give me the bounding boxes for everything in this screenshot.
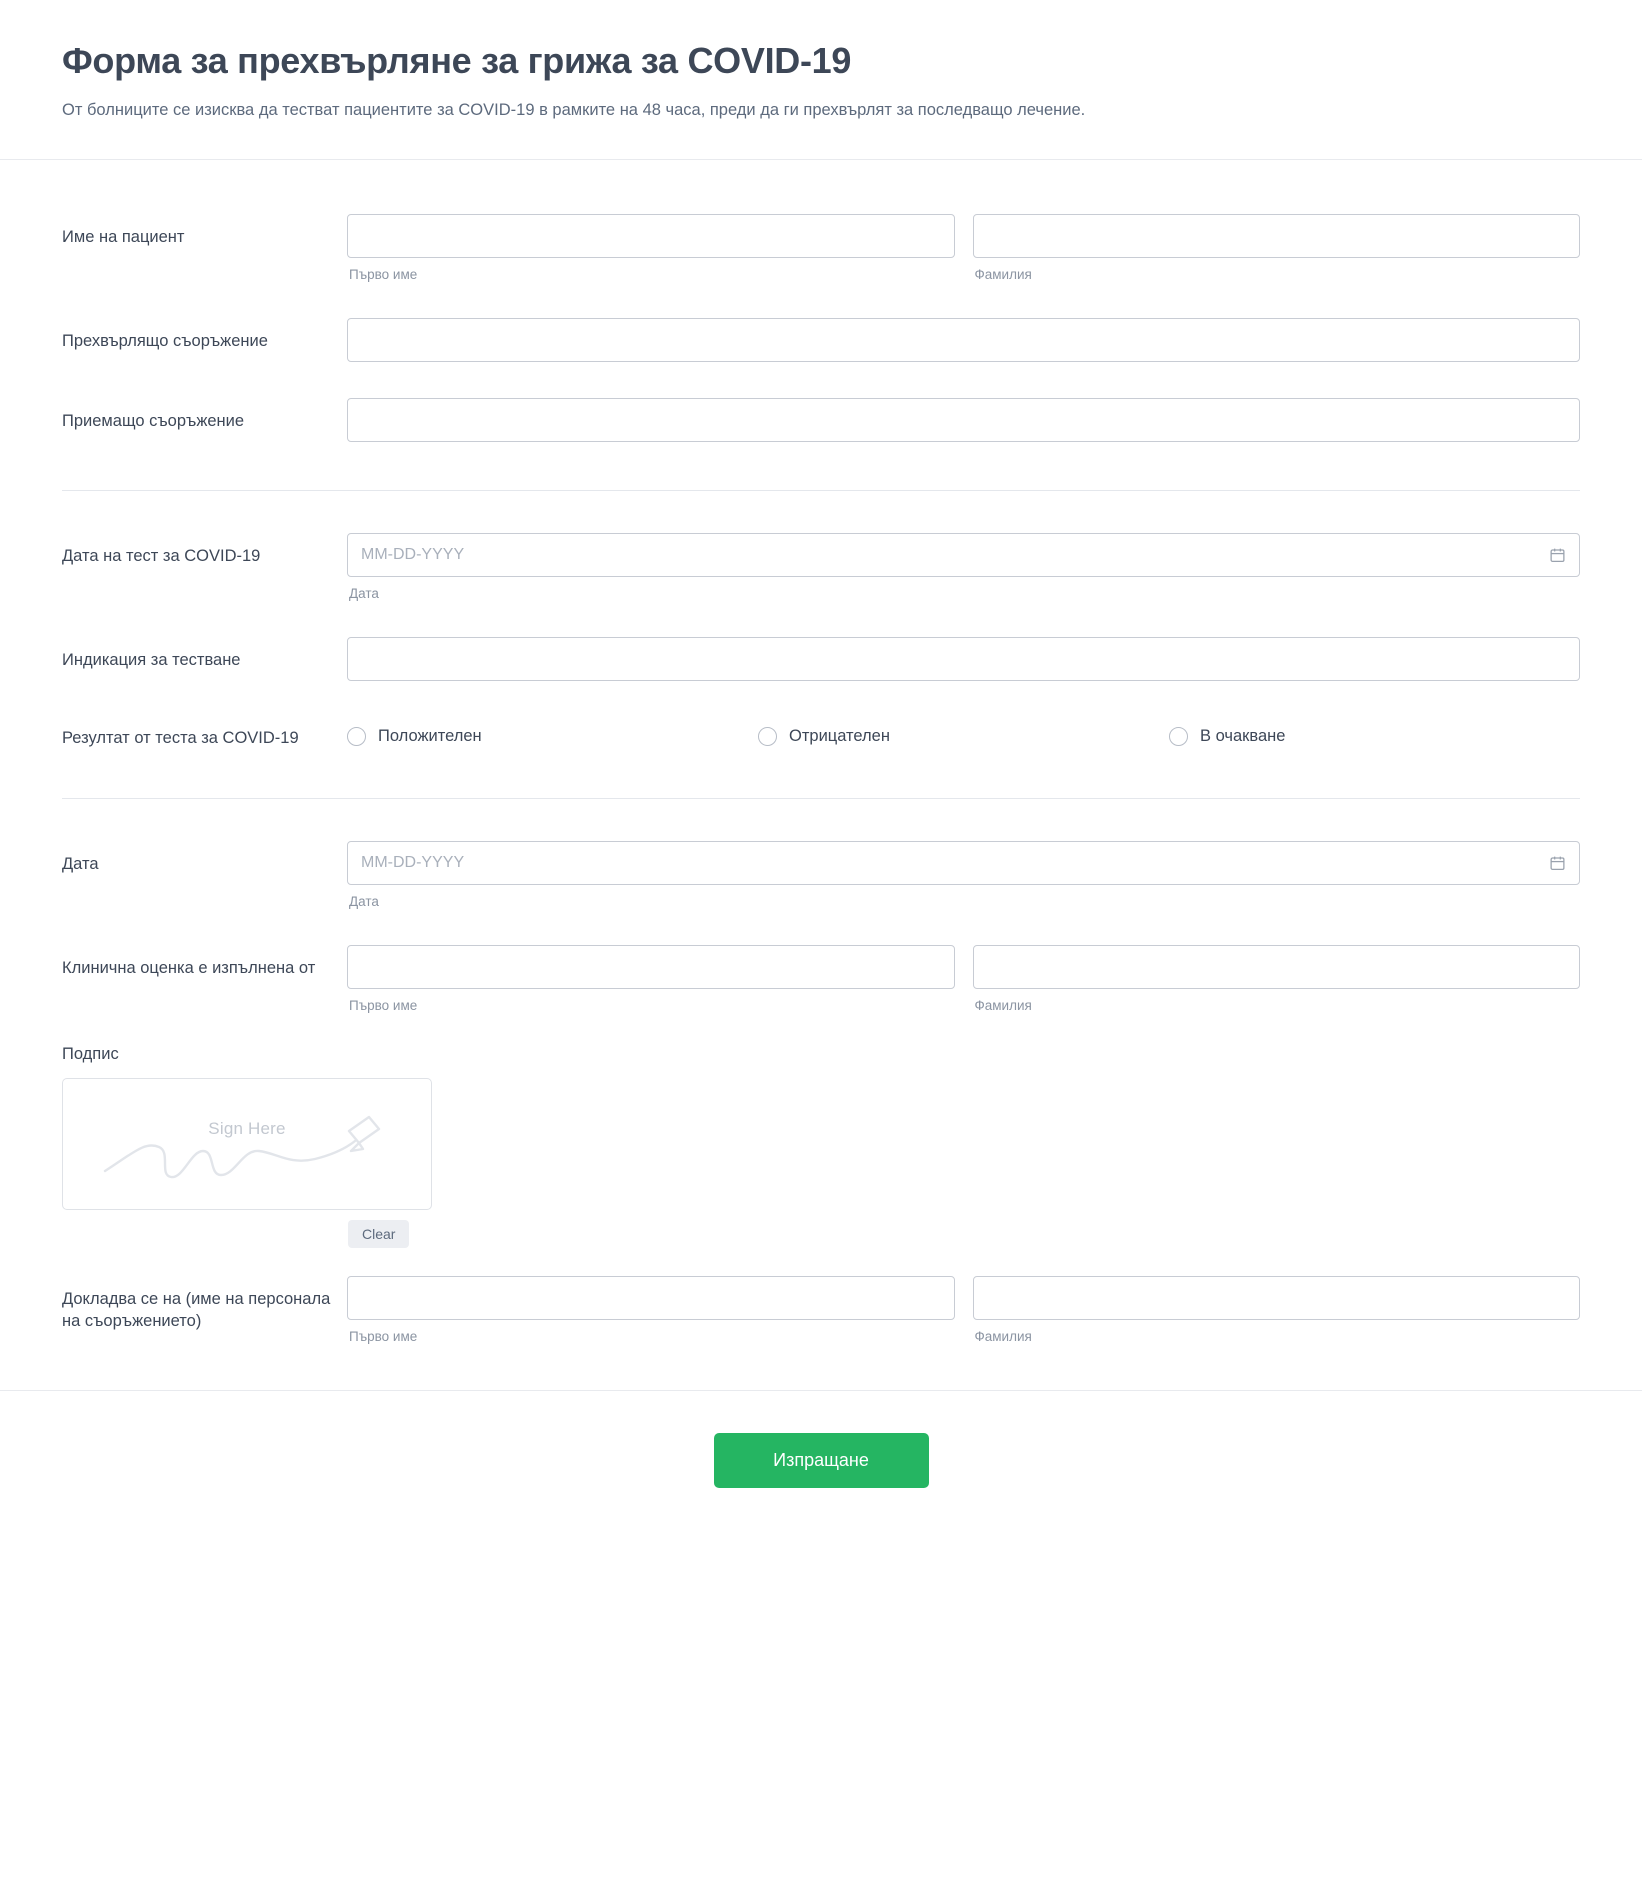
page-subtitle: От болниците се изисква да тестват пациентите за COVID-19 в рамките на 48 часа, преди да ги прехвърлят за последващо лечение.	[62, 101, 1086, 120]
date-col	[347, 841, 1580, 909]
section-divider-2	[62, 798, 1580, 799]
date-wrap	[347, 841, 1580, 885]
date-label: Дата	[62, 854, 99, 873]
report-to-last-name-sublabel: Фамилия	[974, 1328, 1032, 1344]
date-sublabel: Дата	[349, 893, 379, 909]
field-test-result	[62, 699, 1580, 767]
assessed-by-controls	[347, 945, 1580, 1013]
field-covid-test-date	[62, 515, 1580, 619]
patient-first-name-sublabel: Първо име	[349, 267, 418, 283]
covid-test-date-col	[347, 533, 1580, 601]
report-to-last-name-input[interactable]	[973, 1276, 1581, 1320]
radio-option-positive-label: Положителен	[378, 727, 482, 746]
transferring-facility-controls	[347, 318, 1580, 362]
receiving-facility-controls	[347, 398, 1580, 442]
report-to-controls	[347, 1276, 1580, 1344]
test-result-label: Резултат от теста за COVID-19	[62, 729, 299, 748]
patient-last-name-input[interactable]	[973, 214, 1581, 258]
covid-test-date-sublabel: Дата	[349, 586, 379, 602]
test-indication-controls	[347, 637, 1580, 681]
signature-label: Подпис	[62, 1044, 119, 1063]
section-divider-1	[62, 490, 1580, 491]
report-to-last-name-col	[973, 1276, 1581, 1344]
receiving-facility-label: Приемащо съоръжение	[62, 412, 245, 431]
field-report-to	[62, 1258, 1580, 1362]
covid-test-date-label: Дата на тест за COVID-19	[62, 547, 261, 566]
field-patient-name	[62, 196, 1580, 300]
field-receiving-facility	[62, 380, 1580, 460]
assessed-by-first-name-input[interactable]	[347, 945, 955, 989]
report-to-first-name-col	[347, 1276, 955, 1344]
field-test-indication	[62, 619, 1580, 699]
patient-name-controls	[347, 214, 1580, 282]
test-indication-col	[347, 637, 1580, 681]
signature-hint: Sign Here	[208, 1118, 286, 1138]
field-signature	[62, 1031, 1580, 1258]
assessed-by-first-name-col	[347, 945, 955, 1013]
date-controls	[347, 841, 1580, 909]
patient-first-name-input[interactable]	[347, 214, 955, 258]
field-transferring-facility	[62, 300, 1580, 380]
assessed-by-first-name-sublabel: Първо име	[349, 997, 418, 1013]
test-indication-label: Индикация за тестване	[62, 651, 241, 670]
radio-option-positive[interactable]	[347, 727, 758, 746]
field-assessed-by	[62, 927, 1580, 1031]
patient-name-label: Име на пациент	[62, 228, 185, 247]
signature-clear-button[interactable]: Clear	[348, 1220, 409, 1248]
report-to-label: Докладва се на (име на персонала на съоръжението)	[62, 1289, 331, 1330]
transferring-facility-col	[347, 318, 1580, 362]
covid-test-date-input[interactable]	[347, 533, 1580, 577]
report-to-first-name-input[interactable]	[347, 1276, 955, 1320]
form-footer	[0, 1390, 1642, 1548]
patient-last-name-col	[973, 214, 1581, 282]
date-input[interactable]	[347, 841, 1580, 885]
radio-option-negative[interactable]	[758, 727, 1169, 746]
submit-button[interactable]: Изпращане	[714, 1433, 929, 1488]
radio-circle-icon[interactable]	[758, 727, 777, 746]
test-indication-input[interactable]	[347, 637, 1580, 681]
radio-option-pending[interactable]	[1169, 727, 1580, 746]
test-result-radio-group	[347, 717, 1580, 746]
report-to-first-name-sublabel: Първо име	[349, 1328, 418, 1344]
radio-option-negative-label: Отрицателен	[789, 727, 890, 746]
receiving-facility-input[interactable]	[347, 398, 1580, 442]
assessed-by-last-name-col	[973, 945, 1581, 1013]
page-title: Форма за прехвърляне за грижа за COVID-19	[62, 40, 852, 81]
radio-circle-icon[interactable]	[1169, 727, 1188, 746]
signature-pad[interactable]	[62, 1078, 432, 1210]
receiving-facility-col	[347, 398, 1580, 442]
radio-option-pending-label: В очакване	[1200, 727, 1286, 746]
form-body	[0, 160, 1642, 1361]
patient-first-name-col	[347, 214, 955, 282]
covid-test-date-controls	[347, 533, 1580, 601]
assessed-by-last-name-input[interactable]	[973, 945, 1581, 989]
assessed-by-label: Клинична оценка е изпълнена от	[62, 958, 316, 977]
assessed-by-last-name-sublabel: Фамилия	[974, 997, 1032, 1013]
field-date	[62, 823, 1580, 927]
radio-circle-icon[interactable]	[347, 727, 366, 746]
form-header	[0, 0, 1642, 160]
transferring-facility-label: Прехвърлящо съоръжение	[62, 332, 268, 351]
transferring-facility-input[interactable]	[347, 318, 1580, 362]
covid-test-date-wrap	[347, 533, 1580, 577]
patient-last-name-sublabel: Фамилия	[974, 267, 1032, 283]
signature-placeholder-icon	[63, 1079, 432, 1210]
